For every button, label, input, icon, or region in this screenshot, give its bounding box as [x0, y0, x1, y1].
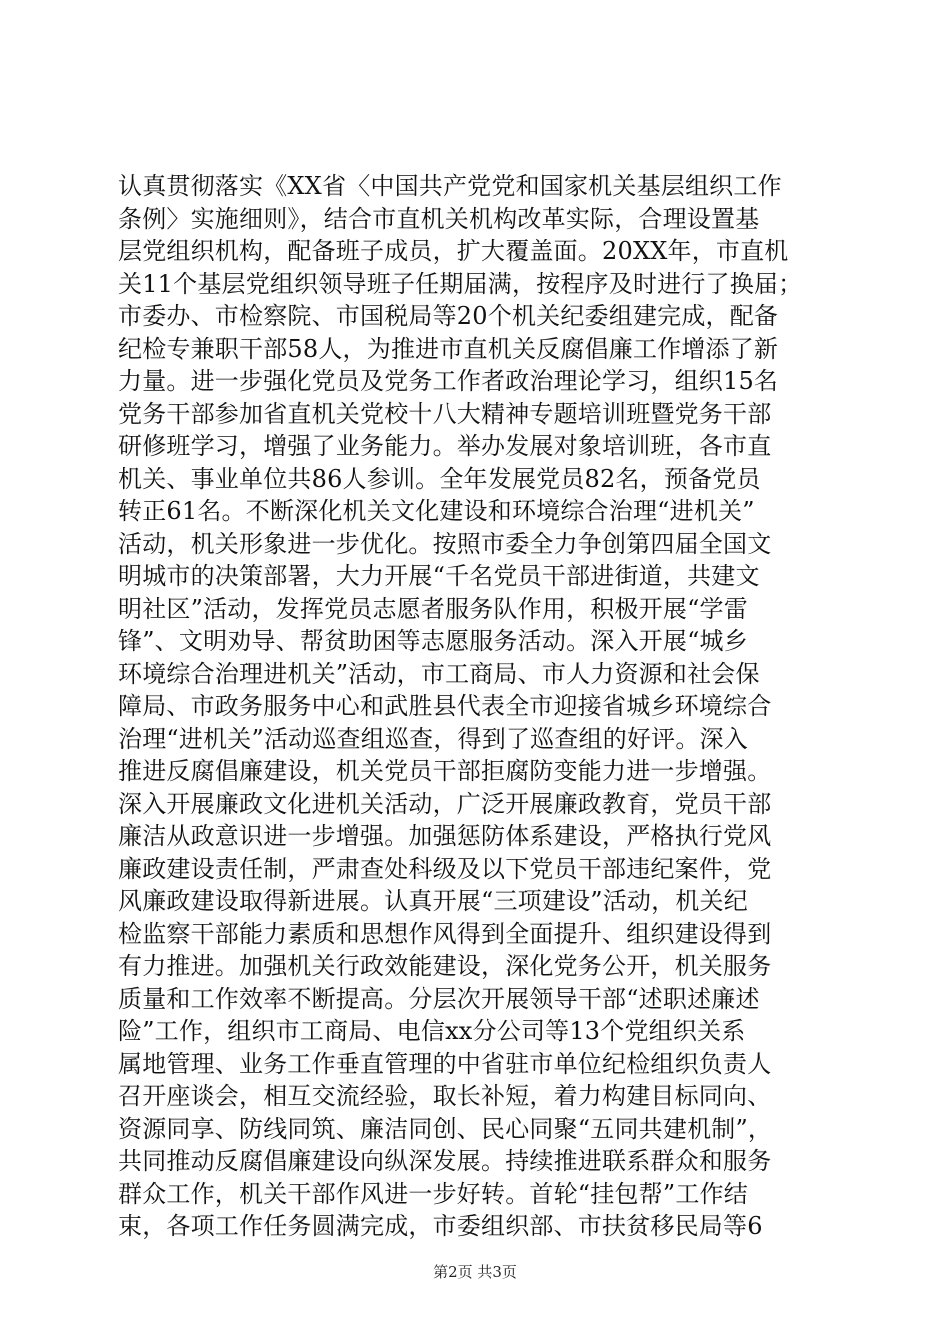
- text-line: 市委办、市检察院、市国税局等20个机关纪委组建完成，配备: [118, 302, 779, 330]
- text-line: 质量和工作效率不断提高。分层次开展领导干部“述职述廉述: [118, 984, 760, 1013]
- page-number-footer: 第2页 共3页: [433, 1263, 517, 1281]
- text-line: 资源同享、防线同筑、廉洁同创、民心同聚“五同共建机制”，: [118, 1114, 773, 1143]
- text-line: 党务干部参加省直机关党校十八大精神专题培训班暨党务干部: [118, 399, 772, 428]
- text-line: 关11个基层党组织领导班子任期届满，按程序及时进行了换届；: [118, 269, 803, 298]
- body-paragraph: [118, 170, 848, 1243]
- text-line: 环境综合治理进机关”活动，市工商局、市人力资源和社会保: [118, 659, 760, 688]
- text-line: 群众工作，机关干部作风进一步好转。首轮“挂包帮”工作结: [118, 1179, 748, 1208]
- text-line: 纪检专兼职干部58人，为推进市直机关反腐倡廉工作增添了新: [118, 334, 779, 363]
- text-line: 力量。进一步强化党员及党务工作者政治理论学习，组织15名: [118, 367, 779, 395]
- text-line: 条例〉实施细则》，结合市直机关机构改革实际，合理设置基: [118, 204, 760, 233]
- text-line: 廉洁从政意识进一步增强。加强惩防体系建设，严格执行党风: [118, 822, 772, 850]
- text-line: 险”工作，组织市工商局、电信xx分公司等13个党组织关系: [118, 1017, 746, 1045]
- text-line: 风廉政建设取得新进展。认真开展“三项建设”活动，机关纪: [118, 887, 748, 915]
- text-line: 束，各项工作任务圆满完成，市委组织部、市扶贫移民局等6: [118, 1212, 763, 1240]
- text-line: 共同推动反腐倡廉建设向纵深发展。持续推进联系群众和服务: [118, 1147, 772, 1175]
- text-line: 召开座谈会，相互交流经验，取长补短，着力构建目标同向、: [118, 1082, 772, 1110]
- text-line: 检监察干部能力素质和思想作风得到全面提升、组织建设得到: [118, 919, 772, 948]
- text-line: 活动，机关形象进一步优化。按照市委全力争创第四届全国文: [118, 529, 772, 558]
- text-line: 机关、事业单位共86人参训。全年发展党员82名，预备党员: [118, 464, 761, 493]
- text-line: 推进反腐倡廉建设，机关党员干部拒腐防变能力进一步增强。: [118, 757, 772, 785]
- text-line: 廉政建设责任制，严肃查处科级及以下党员干部违纪案件，党: [118, 854, 772, 883]
- text-line: 有力推进。加强机关行政效能建设，深化党务公开，机关服务: [118, 952, 772, 980]
- text-line: 明社区”活动，发挥党员志愿者服务队作用，积极开展“学雷: [118, 594, 748, 623]
- text-line: 障局、市政务服务中心和武胜县代表全市迎接省城乡环境综合: [118, 692, 772, 720]
- text-line: 转正61名。不断深化机关文化建设和环境综合治理“进机关”: [118, 497, 755, 525]
- text-line: 属地管理、业务工作垂直管理的中省驻市单位纪检组织负责人: [118, 1049, 772, 1078]
- text-line: 治理“进机关”活动巡查组巡查，得到了巡查组的好评。深入: [118, 724, 748, 753]
- text-line: 深入开展廉政文化进机关活动，广泛开展廉政教育，党员干部: [118, 789, 772, 818]
- text-line: 研修班学习，增强了业务能力。举办发展对象培训班，各市直: [118, 432, 772, 460]
- text-line: 层党组织机构，配备班子成员，扩大覆盖面。20XX年，市直机: [118, 237, 789, 265]
- text-line: 锋”、文明劝导、帮贫助困等志愿服务活动。深入开展“城乡: [118, 627, 748, 655]
- text-line: 明城市的决策部署，大力开展“千名党员干部进街道，共建文: [118, 562, 760, 590]
- text-line: 认真贯彻落实《XX省〈中国共产党党和国家机关基层组织工作: [118, 172, 782, 200]
